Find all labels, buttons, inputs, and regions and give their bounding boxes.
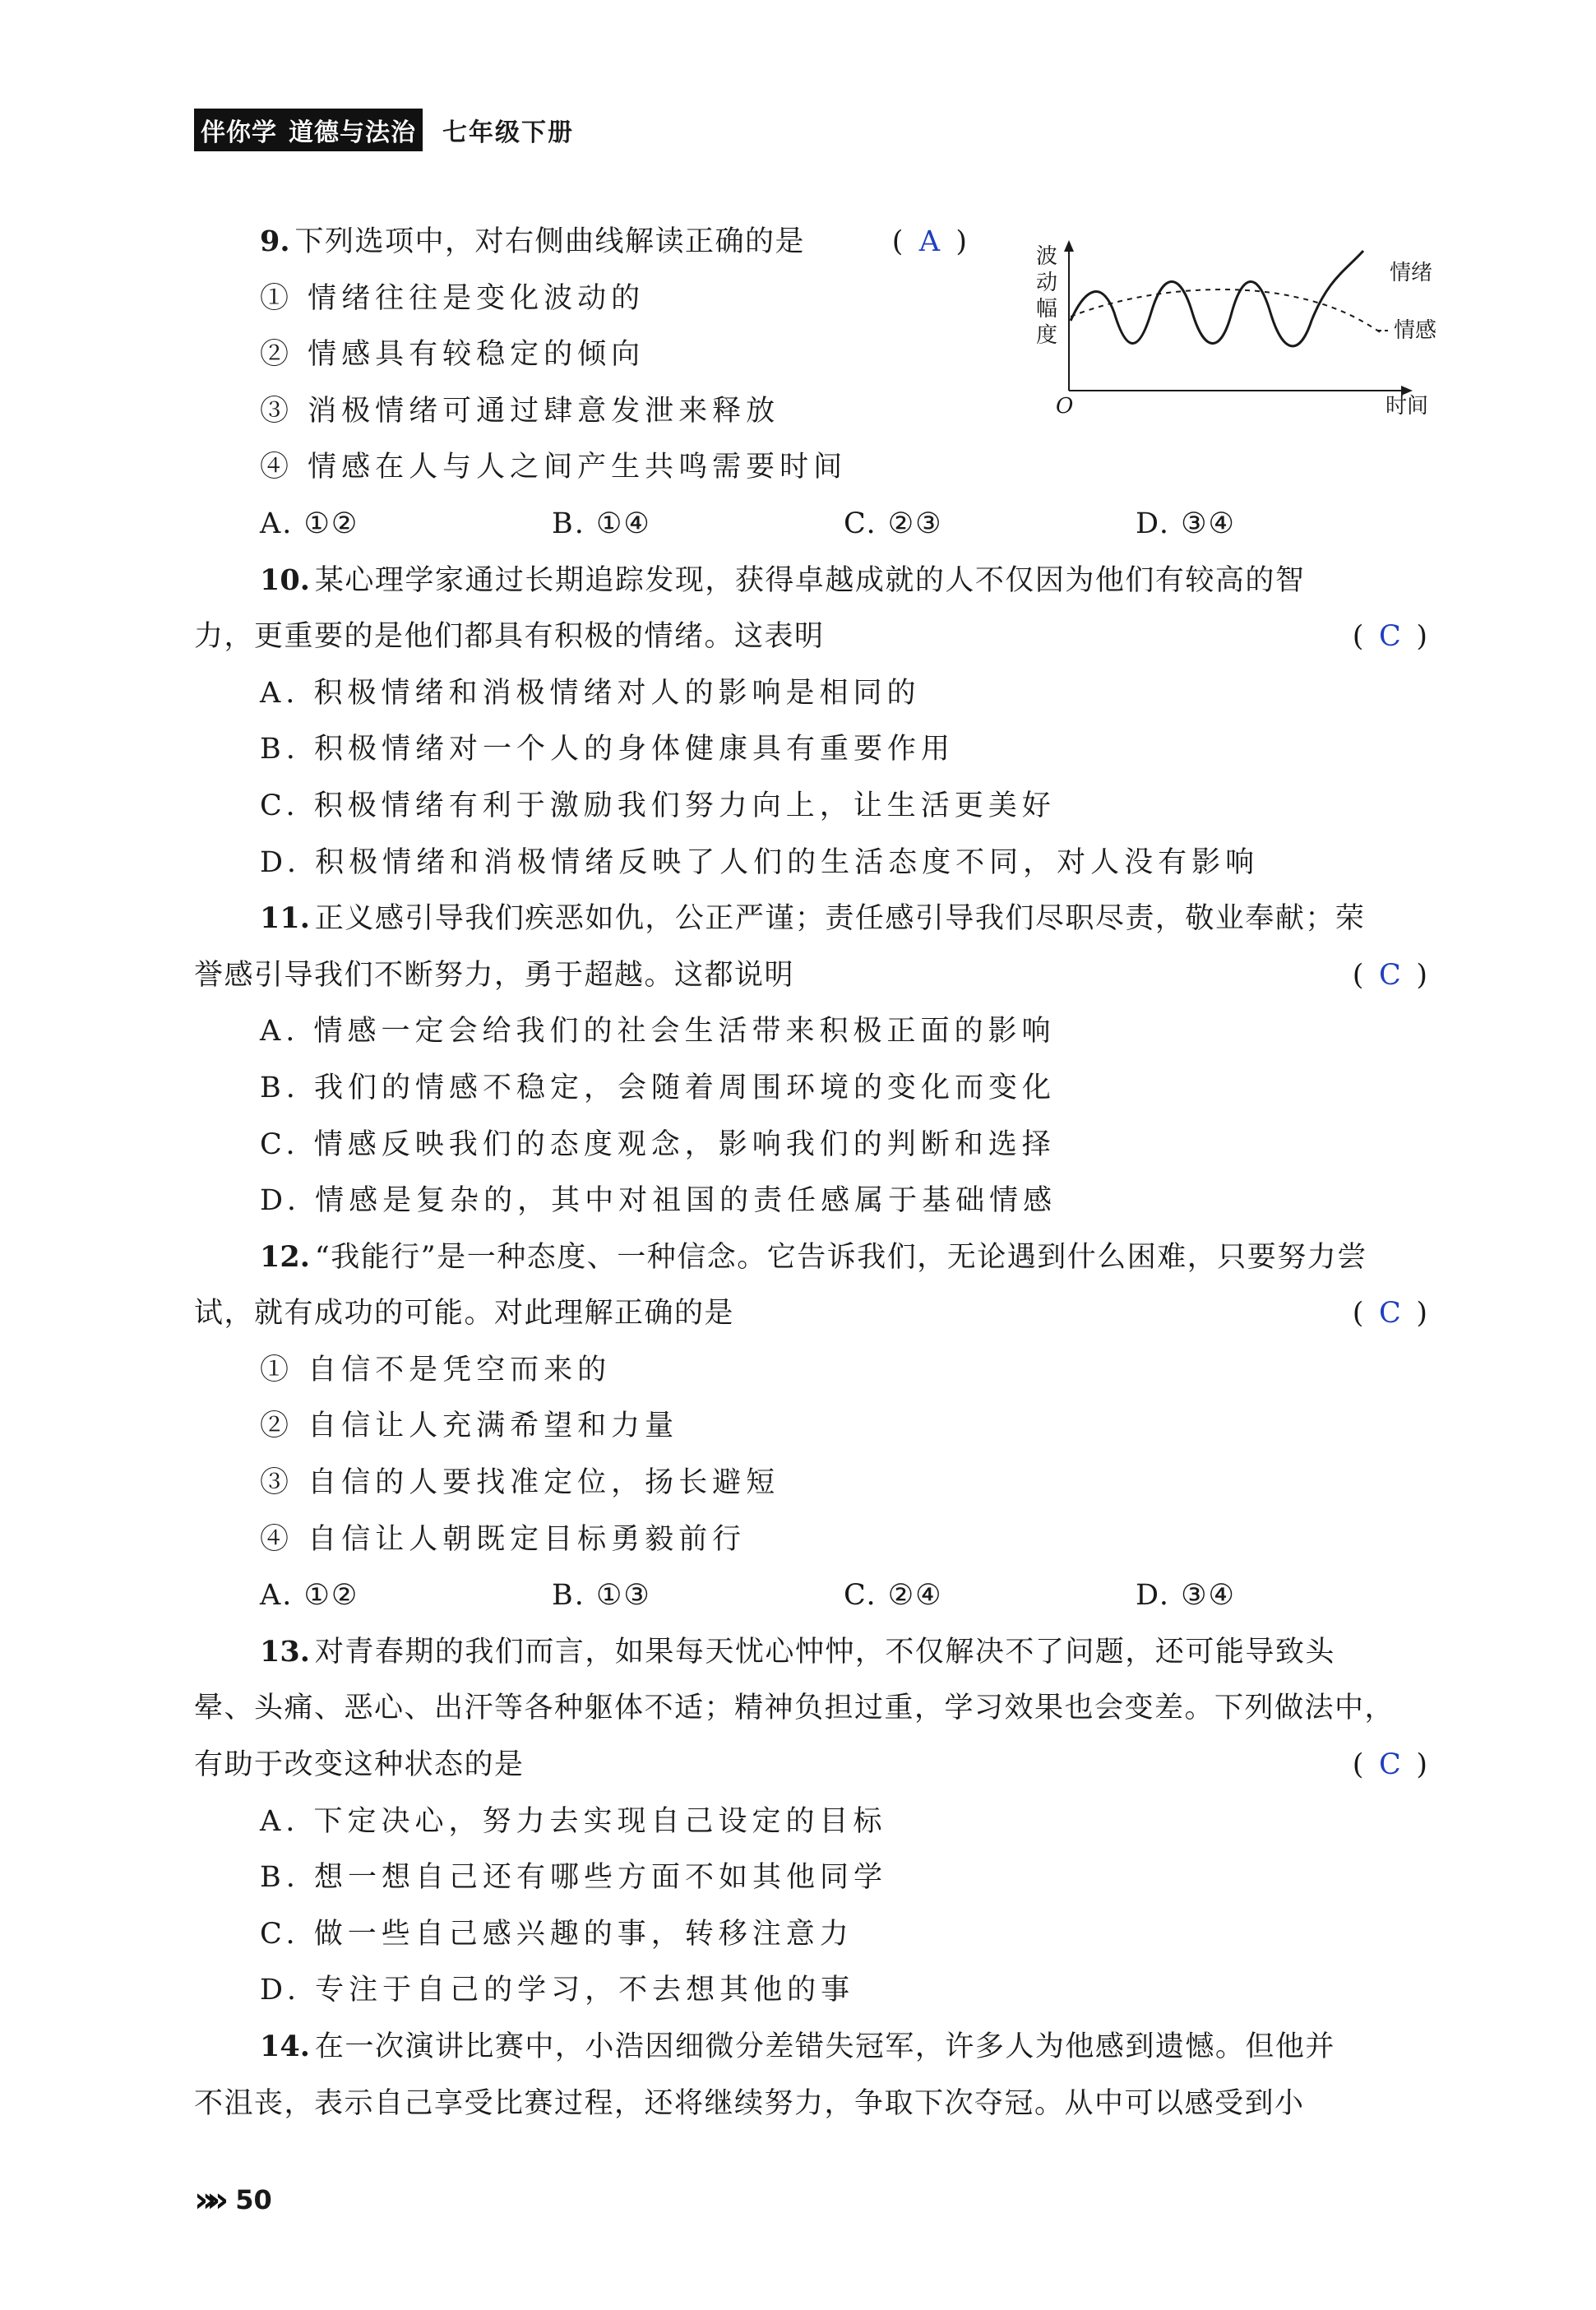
q11-option-d: D. 情感是复杂的，其中对祖国的责任感属于基础情感 <box>260 1184 1057 1218</box>
q11-stem-text-1: 正义感引导我们疾恶如仇，公正严谨；责任感引导我们尽职尽责，敬业奉献；荣 <box>314 902 1366 936</box>
q13-stem-line1 <box>194 1624 1427 1681</box>
q13-stem-text-3: 有助于改变这种状态的是 <box>194 1748 525 1782</box>
q11-answer-letter: C <box>1378 958 1401 992</box>
q14-stem-text-2: 不沮丧，表示自己享受比赛过程，还将继续努力，争取下次夺冠。从中可以感受到小 <box>194 2086 1305 2120</box>
q12-stem-text-1: “我能行”是一种态度、一种信念。它告诉我们，无论遇到什么困难，只要努力尝 <box>314 1240 1367 1274</box>
q10-stem-text-1: 某心理学家通过长期追踪发现，获得卓越成就的人不仅因为他们有较高的智 <box>314 563 1306 597</box>
q9-answer-letter: A <box>918 225 940 258</box>
chart-ylabel-4: 度 <box>1036 323 1058 348</box>
q14-stem-line1 <box>194 2019 1427 2076</box>
q10-option-c: C. 积极情绪有利于激励我们努力向上，让生活更美好 <box>260 789 1056 822</box>
q11-stem-line1 <box>194 891 1427 947</box>
q13-number: 13. <box>260 1634 310 1669</box>
page-footer <box>194 2179 272 2220</box>
q10-stem-text-2: 力，更重要的是他们都具有积极的情绪。这表明 <box>194 620 825 654</box>
q9-item-1: ① 情绪往往是变化波动的 <box>260 281 645 315</box>
q12-number: 12. <box>260 1239 310 1274</box>
q13-option-c: C. 做一些自己感兴趣的事，转移注意力 <box>260 1917 854 1951</box>
series-brand <box>194 109 423 151</box>
q11-stem-line2 <box>194 947 1427 1004</box>
q9-answer: ( A ) <box>892 214 967 271</box>
q12-item-1: ① 自信不是凭空而来的 <box>260 1353 612 1386</box>
q12-stem-line1 <box>194 1229 1427 1286</box>
q9-choice-b: B. ①④ <box>552 507 651 540</box>
chart-xlabel: 时间 <box>1386 394 1429 419</box>
brand-left: 伴你学 <box>201 118 277 147</box>
q10-answer: ( C ) <box>1353 609 1427 665</box>
q13-option-a: A. 下定决心，努力去实现自己设定的目标 <box>260 1804 887 1838</box>
q13-answer-letter: C <box>1378 1748 1401 1782</box>
chart-ylabel-3: 幅 <box>1036 297 1058 322</box>
q14-number: 14. <box>260 2030 310 2063</box>
q12-item-2: ② 自信让人充满希望和力量 <box>260 1410 679 1443</box>
q12-answer: ( C ) <box>1353 1285 1427 1342</box>
q9-item-3: ③ 消极情绪可通过肆意发泄来释放 <box>260 394 780 428</box>
q10-option-b: B. 积极情绪对一个人的身体健康具有重要作用 <box>260 733 955 766</box>
q9-stem-text: 下列选项中，对右侧曲线解读正确的是 <box>294 225 806 258</box>
q11-option-a: A. 情感一定会给我们的社会生活带来积极正面的影响 <box>260 1015 1056 1049</box>
q9-choice-c: C. ②③ <box>844 507 943 540</box>
question-list <box>194 214 1427 2132</box>
q14-stem-text-1: 在一次演讲比赛中，小浩因细微分差错失冠军，许多人为他感到遗憾。但他并 <box>314 2030 1335 2063</box>
q11-stem-text-2: 誉感引导我们不断努力，勇于超越。这都说明 <box>194 958 795 992</box>
q9-stem <box>194 214 967 271</box>
q13-option-b: B. 想一想自己还有哪些方面不如其他同学 <box>260 1861 887 1895</box>
q14-stem-line2 <box>194 2076 1427 2132</box>
q12-choice-c: C. ②④ <box>844 1579 943 1613</box>
chart-ylabel-1: 波 <box>1036 244 1058 269</box>
q12-stem-line2 <box>194 1285 1427 1342</box>
grade-label: 七年级下册 <box>442 118 574 147</box>
q10-option-a: A. 积极情绪和消极情绪对人的影响是相同的 <box>260 676 921 710</box>
q11-number: 11. <box>260 901 310 936</box>
q13-stem-line3 <box>194 1737 1427 1794</box>
q12-choices <box>194 1567 1427 1624</box>
page-header <box>194 109 574 151</box>
q10-number: 10. <box>260 562 310 597</box>
q11-option-c: C. 情感反映我们的态度观念，影响我们的判断和选择 <box>260 1127 1056 1161</box>
q10-answer-letter: C <box>1378 620 1401 654</box>
q9-item-2: ② 情感具有较稳定的倾向 <box>260 338 645 372</box>
chevron-right-icon: »» <box>194 2179 220 2220</box>
q9-choice-a: A. ①② <box>260 507 359 540</box>
q12-choice-d: D. ③④ <box>1136 1579 1236 1613</box>
chart-origin: O <box>1056 394 1074 419</box>
q10-option-d: D. 积极情绪和消极情绪反映了人们的生活态度不同，对人没有影响 <box>260 845 1260 879</box>
q13-option-d: D. 专注于自己的学习，不去想其他的事 <box>260 1974 855 2007</box>
q11-option-b: B. 我们的情感不稳定，会随着周围环境的变化而变化 <box>260 1071 1056 1104</box>
q9-choice-d: D. ③④ <box>1136 507 1236 540</box>
q12-stem-text-2: 试，就有成功的可能。对此理解正确的是 <box>194 1297 735 1331</box>
chart-series-emotion: 情绪 <box>1390 261 1433 285</box>
brand-right: 道德与法治 <box>289 118 416 147</box>
q13-stem-line2 <box>194 1680 1427 1737</box>
q12-choice-a: A. ①② <box>260 1579 359 1613</box>
q12-choice-b: B. ①③ <box>552 1579 651 1613</box>
q12-answer-letter: C <box>1378 1297 1401 1331</box>
q9-number: 9. <box>260 225 290 258</box>
q13-stem-text-1: 对青春期的我们而言，如果每天忧心忡忡，不仅解决不了问题，还可能导致头 <box>314 1635 1335 1669</box>
q10-stem-line1 <box>194 553 1427 609</box>
page-number: 50 <box>235 2183 272 2215</box>
q12-item-3: ③ 自信的人要找准定位，扬长避短 <box>260 1466 780 1500</box>
chart-ylabel-2: 动 <box>1036 271 1058 295</box>
q13-answer: ( C ) <box>1353 1737 1427 1794</box>
chart-series-feeling: 情感 <box>1394 318 1437 343</box>
q9-choices <box>194 496 1427 553</box>
q10-stem-line2 <box>194 609 1427 665</box>
q12-item-4: ④ 自信让人朝既定目标勇毅前行 <box>260 1522 747 1556</box>
q13-stem-text-2: 晕、头痛、恶心、出汗等各种躯体不适；精神负担过重，学习效果也会变差。下列做法中， <box>194 1692 1395 1725</box>
q9-item-4: ④ 情感在人与人之间产生共鸣需要时间 <box>260 451 848 484</box>
q11-answer: ( C ) <box>1353 947 1427 1004</box>
